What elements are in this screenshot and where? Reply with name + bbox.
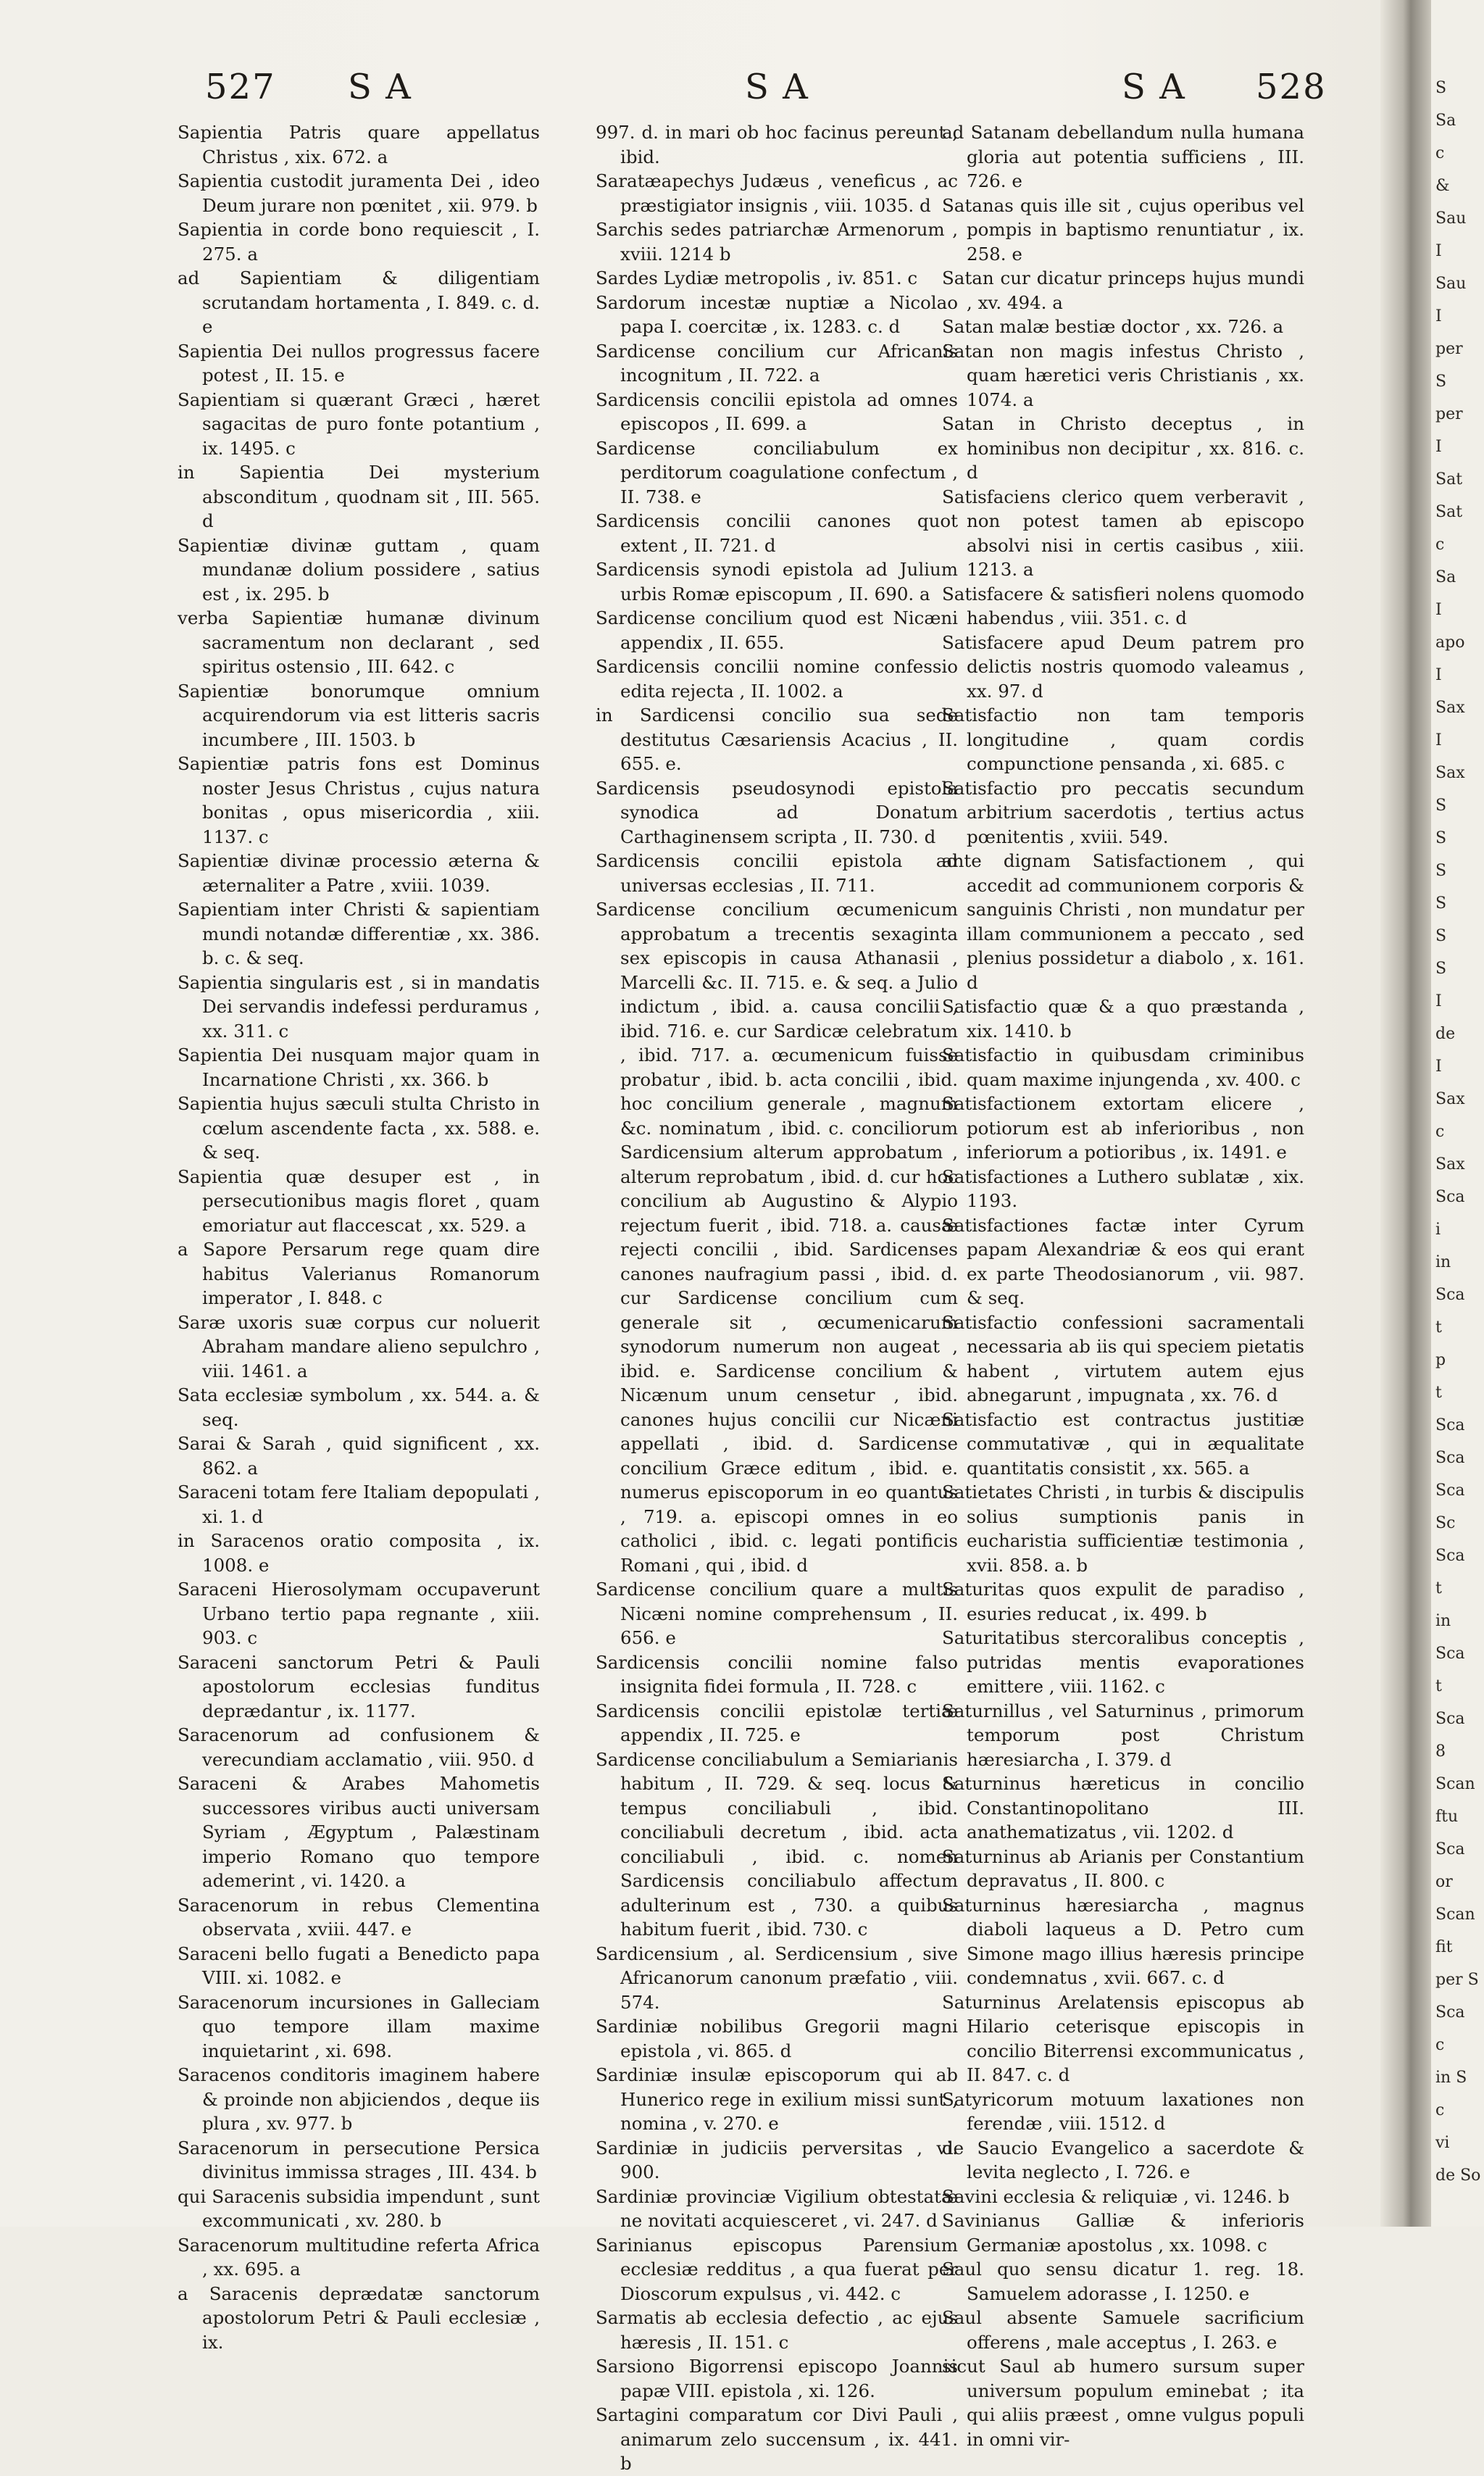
next-page-fragment: in <box>1435 1253 1451 1271</box>
next-page-fragment: apo <box>1435 633 1465 652</box>
next-page-fragment: Sat <box>1435 503 1463 521</box>
index-entry: Sarai & Sarah , quid significent , xx. 862. a <box>178 1433 540 1479</box>
index-entry: Satisfactio pro peccatis secundum arbitrium sacerdotis , tertius actus pœnitentis , xviii. 549. <box>942 777 1304 847</box>
index-entry: Saul quo sensu dicatur 1. reg. 18. Samuelem adorasse , I. 1250. e <box>942 2259 1304 2304</box>
left-page-number: 527 <box>205 67 276 107</box>
next-page-fragment: S <box>1435 373 1447 391</box>
index-entry: Saraceni sanctorum Petri & Pauli apostolorum ecclesias funditus deprædantur , ix. 1177. <box>178 1651 540 1721</box>
next-page-fragment: p <box>1435 1351 1446 1369</box>
left-running-title: S A <box>348 67 412 107</box>
next-page-fragment: 8 <box>1435 1742 1446 1761</box>
index-entry: Sapientia hujus sæculi stulta Christo in cœlum ascendente facta , xx. 588. e. & seq. <box>178 1093 540 1163</box>
index-entry: Satisfacere apud Deum patrem pro delictis nostris quomodo valeamus , xx. 97. d <box>942 631 1304 702</box>
index-entry: Satietates Christi , in turbis & discipulis solius sumptionis panis in eucharistia sufficientiæ testimonia , xvii. 858. a. b <box>942 1482 1304 1576</box>
index-entry: Sardicensis concilii epistola ad omnes episcopos , II. 699. a <box>596 389 958 434</box>
next-page-fragment: Sca <box>1435 1416 1465 1434</box>
next-page-fragment: per <box>1435 405 1463 423</box>
index-entry: Saracenorum in rebus Clementina observata , xviii. 447. e <box>178 1894 540 1940</box>
index-column-3 <box>942 120 1304 2450</box>
index-entry: Satanas quis ille sit , cujus operibus vel pompis in baptismo renuntiatur , ix. 258. e <box>942 194 1304 265</box>
index-entry: Satisfactio est contractus justitiæ commutativæ , qui in æqualitate quantitatis consistit , xx. 565. a <box>942 1408 1304 1479</box>
next-page-fragment: or <box>1435 1873 1453 1891</box>
book-spine-gutter <box>1380 0 1431 2227</box>
index-entry: Satisfactionem extortam elicere , potiorum est ab inferioribus , non inferiorum a potioribus , ix. 1491. e <box>942 1093 1304 1163</box>
next-page-fragment: t <box>1435 1318 1442 1337</box>
index-entry: Sapientia singularis est , si in mandatis Dei servandis indefessi perduramus , xx. 311. c <box>178 971 540 1042</box>
index-entry: Sardiniæ provinciæ Vigilium obtestatæ ne novitati acquiesceret , vi. 247. d <box>596 2185 958 2231</box>
index-entry: ad Satanam debellandum nulla humana gloria aut potentia sufficiens , III. 726. e <box>942 122 1304 191</box>
next-page-fragment: Sc <box>1435 1514 1456 1532</box>
next-page-fragment: per S <box>1435 1971 1479 1989</box>
next-page-fragment: Scan <box>1435 1775 1475 1793</box>
index-entry: Saratæapechys Judæus , veneficus , ac præstigiator insignis , viii. 1035. d <box>596 170 958 216</box>
index-entry: Satisfactio in quibusdam criminibus quam maxime injungenda , xv. 400. c <box>942 1044 1304 1090</box>
next-page-fragment: S <box>1435 927 1447 945</box>
next-page-fragment: S <box>1435 862 1447 880</box>
index-entry: Sapientiam si quærant Græci , hæret sagacitas de puro fonte potantium , ix. 1495. c <box>178 389 540 459</box>
next-page-fragment: Sca <box>1435 1449 1465 1467</box>
index-entry: verba Sapientiæ humanæ divinum sacramentum non declarant , sed spiritus ostensio , III. 642. c <box>178 607 540 677</box>
index-entry: in Sapientia Dei mysterium absconditum , quodnam sit , III. 565. d <box>178 462 540 531</box>
index-entry: Saturitatibus stercoralibus conceptis , putridas mentis evaporationes emittere , viii. 1162. c <box>942 1627 1304 1697</box>
index-entry: Sardicensium , al. Serdicensium , sive Africanorum canonum præfatio , viii. 574. <box>596 1943 958 2013</box>
index-entry: Sapientiæ divinæ guttam , quam mundanæ dolium possidere , satius est , ix. 295. b <box>178 534 540 605</box>
index-entry: Sardicense concilium cur Africanis incognitum , II. 722. a <box>596 340 958 386</box>
next-page-fragment: fit <box>1435 1938 1453 1956</box>
index-entry: Sapientiam inter Christi & sapientiam mundi notandæ differentiæ , xx. 386. b. c. & seq. <box>178 899 540 968</box>
index-entry: Saturninus hæreticus in concilio Constantinopolitano III. anathematizatus , vii. 1202. d <box>942 1773 1304 1843</box>
index-entry: Sarinianus episcopus Parensium ecclesiæ redditus , a qua fuerat per Dioscorum expulsus , vi. 442. c <box>596 2234 958 2304</box>
index-entry: Sapientia Dei nullos progressus facere potest , II. 15. e <box>178 340 540 386</box>
index-entry: Sardicensis concilii nomine falso insignita fidei formula , II. 728. c <box>596 1651 958 1697</box>
next-page-fragment: Sca <box>1435 1547 1465 1565</box>
index-entry: Saul absente Samuele sacrificium offerens , male acceptus , I. 263. e <box>942 2307 1304 2353</box>
center-running-title: S A <box>745 67 809 107</box>
index-entry: Savini ecclesia & reliquiæ , vi. 1246. b <box>942 2185 1290 2207</box>
next-page-fragment: c <box>1435 536 1445 554</box>
next-page-fragment: Sat <box>1435 470 1463 489</box>
next-page-fragment: S <box>1435 79 1447 97</box>
index-entry: Sata ecclesiæ symbolum , xx. 544. a. & seq. <box>178 1384 540 1430</box>
index-entry: Sardiniæ nobilibus Gregorii magni epistola , vi. 865. d <box>596 2016 958 2061</box>
index-entry: Sapientia Dei nusquam major quam in Incarnatione Christi , xx. 366. b <box>178 1044 540 1090</box>
next-page-fragment: Sca <box>1435 2003 1465 2022</box>
index-entry: ante dignam Satisfactionem , qui accedit ad communionem corporis & sanguinis Christi , non mundatur per illam communionem a peccato , sed plenius possidetur a diabolo , x. 161. d <box>942 850 1304 993</box>
index-entry: Satisfaciens clerico quem verberavit , non potest tamen ab episcopo absolvi nisi in certis casibus , xiii. 1213. a <box>942 486 1304 580</box>
next-page-fragment: Sax <box>1435 1155 1465 1173</box>
next-page-fragment: per <box>1435 340 1463 358</box>
index-entry: Sartagini comparatum cor Divi Pauli , animarum zelo succensum , ix. 441. b <box>596 2404 958 2474</box>
index-entry: Sapientiæ divinæ processio æterna & æternaliter a Patre , xviii. 1039. <box>178 850 540 896</box>
index-entry: Sardorum incestæ nuptiæ a Nicolao papa I. coercitæ , ix. 1283. c. d <box>596 291 958 337</box>
next-page-fragment: c <box>1435 2036 1445 2054</box>
index-entry: qui Saracenis subsidia impendunt , sunt excommunicati , xv. 280. b <box>178 2185 540 2231</box>
index-entry: Satisfactio confessioni sacramentali necessaria ab iis qui speciem pietatis habent , virtutem autem ejus abnegarunt , impugnata , xx. 76. d <box>942 1311 1304 1405</box>
index-entry: Satan cur dicatur princeps hujus mundi , xv. 494. a <box>942 267 1304 313</box>
index-entry: Saracenorum ad confusionem & verecundiam acclamatio , viii. 950. d <box>178 1724 540 1770</box>
index-entry: Sardicensis concilii nomine confessio edita rejecta , II. 1002. a <box>596 656 958 702</box>
index-entry: Sapientia quæ desuper est , in persecutionibus magis floret , quam emoriatur aut flaccescat , xx. 529. a <box>178 1166 540 1236</box>
next-page-fragment: & <box>1435 177 1450 195</box>
index-entry: Saraceni & Arabes Mahometis successores viribus aucti universam Syriam , Ægyptum , Palæstinam imperio Romano quo tempore ademerint , vi. 1420. a <box>178 1773 540 1891</box>
next-page-fragment: c <box>1435 1123 1445 1141</box>
next-page-fragment: Sca <box>1435 1482 1465 1500</box>
next-page-fragment: de <box>1435 1025 1456 1043</box>
index-entry: Saræ uxoris suæ corpus cur noluerit Abraham mandare alieno sepulchro , viii. 1461. a <box>178 1311 540 1382</box>
next-page-fragment: c <box>1435 2101 1445 2119</box>
index-entry: Sardicensis pseudosynodi epistola synodica ad Donatum Carthaginensem scripta , II. 730. d <box>596 777 958 847</box>
next-page-fragment: I <box>1435 242 1442 260</box>
index-entry: Sardicensis synodi epistola ad Julium urbis Romæ episcopum , II. 690. a <box>596 559 958 605</box>
next-page-fragment: I <box>1435 438 1442 456</box>
index-entry: sicut Saul ab humero sursum super universum populum eminebat ; ita qui aliis præest , omne vulgus populi in omni vir- <box>942 2356 1304 2450</box>
index-entry: Sardicense concilium quare a multis Nicæni nomine comprehensum , II. 656. e <box>596 1579 958 1648</box>
index-entry: Saraceni Hierosolymam occupaverunt Urbano tertio papa regnante , xiii. 903. c <box>178 1579 540 1648</box>
next-page-fragment: S <box>1435 894 1447 913</box>
index-entry: Sardicense concilium quod est Nicæni appendix , II. 655. <box>596 607 958 653</box>
next-page-fragment: de So <box>1435 2166 1481 2185</box>
index-entry: Sardicensis concilii epistolæ tertiæ appendix , II. 725. e <box>596 1700 958 1745</box>
index-entry: in Sardicensi concilio sua sede destitutus Cæsariensis Acacius , II. 655. e. <box>596 705 958 774</box>
next-page-fragment: I <box>1435 601 1442 619</box>
index-entry: Saraceni totam fere Italiam depopulati , xi. 1. d <box>178 1482 540 1527</box>
index-entry: Sapientia in corde bono requiescit , I. 275. a <box>178 219 540 265</box>
next-page-fragment: S <box>1435 797 1447 815</box>
next-page-fragment: vi <box>1435 2134 1450 2152</box>
index-entry: Saracenorum in persecutione Persica divinitus immissa strages , III. 434. b <box>178 2137 540 2182</box>
index-entry: de Saucio Evangelico a sacerdote & levita neglecto , I. 726. e <box>942 2137 1304 2182</box>
index-entry: Sardiniæ insulæ episcoporum qui ab Hunerico rege in exilium missi sunt , nomina , v. 270. e <box>596 2064 958 2134</box>
index-entry: Sapientia custodit juramenta Dei , ideo Deum jurare non pœnitet , xii. 979. b <box>178 170 540 216</box>
index-entry: Satyricorum motuum laxationes non ferendæ , viii. 1512. d <box>942 2088 1304 2134</box>
index-entry: Satan malæ bestiæ doctor , xx. 726. a <box>942 316 1284 337</box>
index-entry: a Sapore Persarum rege quam dire habitus Valerianus Romanorum imperator , I. 848. c <box>178 1239 540 1308</box>
index-entry: Saracenorum multitudine referta Africa , xx. 695. a <box>178 2234 540 2280</box>
right-running-title: S A <box>1122 67 1186 107</box>
next-page-edge <box>1431 0 1484 2227</box>
next-page-fragment: Sa <box>1435 568 1456 586</box>
next-page-fragment: S <box>1435 829 1447 847</box>
index-entry: Satisfactiones factæ inter Cyrum papam Alexandriæ & eos qui erant ex parte Theodosianorum , vii. 987. & seq. <box>942 1214 1304 1308</box>
next-page-fragment: Sax <box>1435 764 1465 782</box>
index-entry: Sardes Lydiæ metropolis , iv. 851. c <box>596 267 918 288</box>
next-page-fragment: S <box>1435 960 1447 978</box>
next-page-fragment: Sca <box>1435 1286 1465 1304</box>
index-entry: Satan in Christo deceptus , in hominibus non decipitur , xx. 816. c. d <box>942 413 1304 483</box>
index-entry: Sarmatis ab ecclesia defectio , ac ejus hæresis , II. 151. c <box>596 2307 958 2353</box>
next-page-fragment: c <box>1435 144 1445 162</box>
index-entry: 997. d. in mari ob hoc facinus pereunt , ibid. <box>596 122 958 167</box>
next-page-fragment: I <box>1435 992 1442 1010</box>
next-page-fragment: Sca <box>1435 1710 1465 1728</box>
index-entry: Sardicense conciliabulum ex perditorum coagulatione confectum , II. 738. e <box>596 437 958 507</box>
next-page-fragment: Sa <box>1435 112 1456 130</box>
index-entry: Sardicensis concilii epistola ad universas ecclesias , II. 711. <box>596 850 958 896</box>
index-column-1 <box>178 120 540 2353</box>
next-page-fragment: Sca <box>1435 1840 1465 1858</box>
index-column-2 <box>596 120 958 2474</box>
next-page-fragment: I <box>1435 307 1442 325</box>
next-page-fragment: t <box>1435 1579 1442 1598</box>
next-page-fragment: Sca <box>1435 1645 1465 1663</box>
next-page-fragment: Sca <box>1435 1188 1465 1206</box>
index-entry: Sapientia Patris quare appellatus Christus , xix. 672. a <box>178 122 540 167</box>
index-entry: Saracenorum incursiones in Galleciam quo tempore illam maxime inquietarint , xi. 698. <box>178 1991 540 2061</box>
next-page-fragment: Sax <box>1435 699 1465 717</box>
index-entry: Sardicensis concilii canones quot extent , II. 721. d <box>596 510 958 556</box>
next-page-fragment: Sau <box>1435 209 1467 228</box>
index-entry: Sarsiono Bigorrensi episcopo Joannis papæ VIII. epistola , xi. 126. <box>596 2356 958 2401</box>
index-entry: Saturnillus , vel Saturninus , primorum temporum post Christum hæresiarcha , I. 379. d <box>942 1700 1304 1770</box>
next-page-fragment: I <box>1435 1058 1442 1076</box>
index-entry: Satisfactiones a Luthero sublatæ , xix. 1193. <box>942 1166 1304 1211</box>
index-entry: Satan non magis infestus Christo , quam hæretici veris Christianis , xx. 1074. a <box>942 340 1304 410</box>
next-page-fragment: i <box>1435 1221 1441 1239</box>
index-entry: Sapientiæ patris fons est Dominus noster Jesus Christus , cujus natura bonitas , opus misericordia , xiii. 1137. c <box>178 753 540 847</box>
index-entry: Sapientiæ bonorumque omnium acquirendorum via est litteris sacris incumbere , III. 1503. b <box>178 680 540 750</box>
index-entry: Satisfactio non tam temporis longitudine , quam cordis compunctione pensanda , xi. 685. c <box>942 705 1304 774</box>
index-entry: ad Sapientiam & diligentiam scrutandam hortamenta , I. 849. c. d. e <box>178 267 540 337</box>
next-page-fragment: I <box>1435 666 1442 684</box>
index-entry: Saraceni bello fugati a Benedicto papa VIII. xi. 1082. e <box>178 1943 540 1988</box>
index-entry: in Saracenos oratio composita , ix. 1008. e <box>178 1530 540 1576</box>
next-page-fragment: t <box>1435 1677 1442 1695</box>
index-entry: Saturninus ab Arianis per Constantium depravatus , II. 800. c <box>942 1845 1304 1891</box>
index-entry: Saturitas quos expulit de paradiso , esuries reducat , ix. 499. b <box>942 1579 1304 1624</box>
index-entry: Sardicense concilium œcumenicum approbatum a trecentis sexaginta sex episcopis in causa Athanasii , Marcelli &c. II. 715. e. & seq. a Julio indictum , ibid. a. causa concilii , ibid. 716. e. cur Sardicæ celebratum , ibid. 717. a. œcumenicum fuisse probatur , ibid. b. acta concilii , ibid. hoc concilium generale , magnum &c. nominatum , ibid. c. conciliorum Sardicensium alterum approbatum , alterum reprobatum , ibid. d. cur hoc concilium ab Augustino & Alypio rejectum fuerit , ibid. 718. a. causæ rejecti concilii , ibid. Sardicenses canones naufragium passi , ibid. d. cur Sardicense concilium cum generale sit , œcumenicarum synodorum numerum non augeat , ibid. e. Sardicense concilium & Nicænum unum censetur , ibid. canones hujus concilii cur Nicæni appellati , ibid. d. Sardicense concilium Græce editum , ibid. e. numerus episcoporum in eo quantus , 719. a. episcopi omnes in eo catholici , ibid. c. legati pontificis Romani , qui , ibid. d <box>596 899 958 1576</box>
next-page-fragment: in <box>1435 1612 1451 1630</box>
index-entry: Satisfacere & satisfieri nolens quomodo habendus , viii. 351. c. d <box>942 583 1304 628</box>
next-page-fragment: Sax <box>1435 1090 1465 1108</box>
next-page-fragment: in S <box>1435 2069 1467 2087</box>
next-page-fragment: t <box>1435 1384 1442 1402</box>
next-page-fragment: Scan <box>1435 1906 1475 1924</box>
index-entry: Saracenos conditoris imaginem habere & proinde non abjiciendos , deque iis plura , xv. 977. b <box>178 2064 540 2134</box>
next-page-fragment: I <box>1435 731 1442 749</box>
right-page-number: 528 <box>1256 67 1327 107</box>
index-entry: Saturninus Arelatensis episcopus ab Hilario ceterisque episcopis in concilio Biterrensi excommunicatus , II. 847. c. d <box>942 1991 1304 2085</box>
index-entry: Sardiniæ in judiciis perversitas , vi. 900. <box>596 2137 958 2182</box>
index-entry: Sarchis sedes patriarchæ Armenorum , xviii. 1214 b <box>596 219 958 265</box>
index-entry: Sardicense conciliabulum a Semiarianis habitum , II. 729. & seq. locus & tempus conciliabuli , ibid. conciliabuli decretum , ibid. acta conciliabuli , ibid. c. nomen Sardicensis conciliabulo affectum adulterinum est , 730. a quibus habitum fuerit , ibid. 730. c <box>596 1748 958 1940</box>
next-page-fragment: Sau <box>1435 275 1467 293</box>
next-page-fragment: ftu <box>1435 1808 1459 1826</box>
index-entry: a Saracenis deprædatæ sanctorum apostolorum Petri & Pauli ecclesiæ , ix. <box>178 2282 540 2353</box>
index-entry: Satisfactio quæ & a quo præstanda , xix. 1410. b <box>942 996 1304 1042</box>
index-entry: Savinianus Galliæ & inferioris Germaniæ apostolus , xx. 1098. c <box>942 2210 1304 2256</box>
index-entry: Saturninus hæresiarcha , magnus diaboli laqueus a D. Petro cum Simone mago illius hæresis principe condemnatus , xvii. 667. c. d <box>942 1894 1304 1988</box>
